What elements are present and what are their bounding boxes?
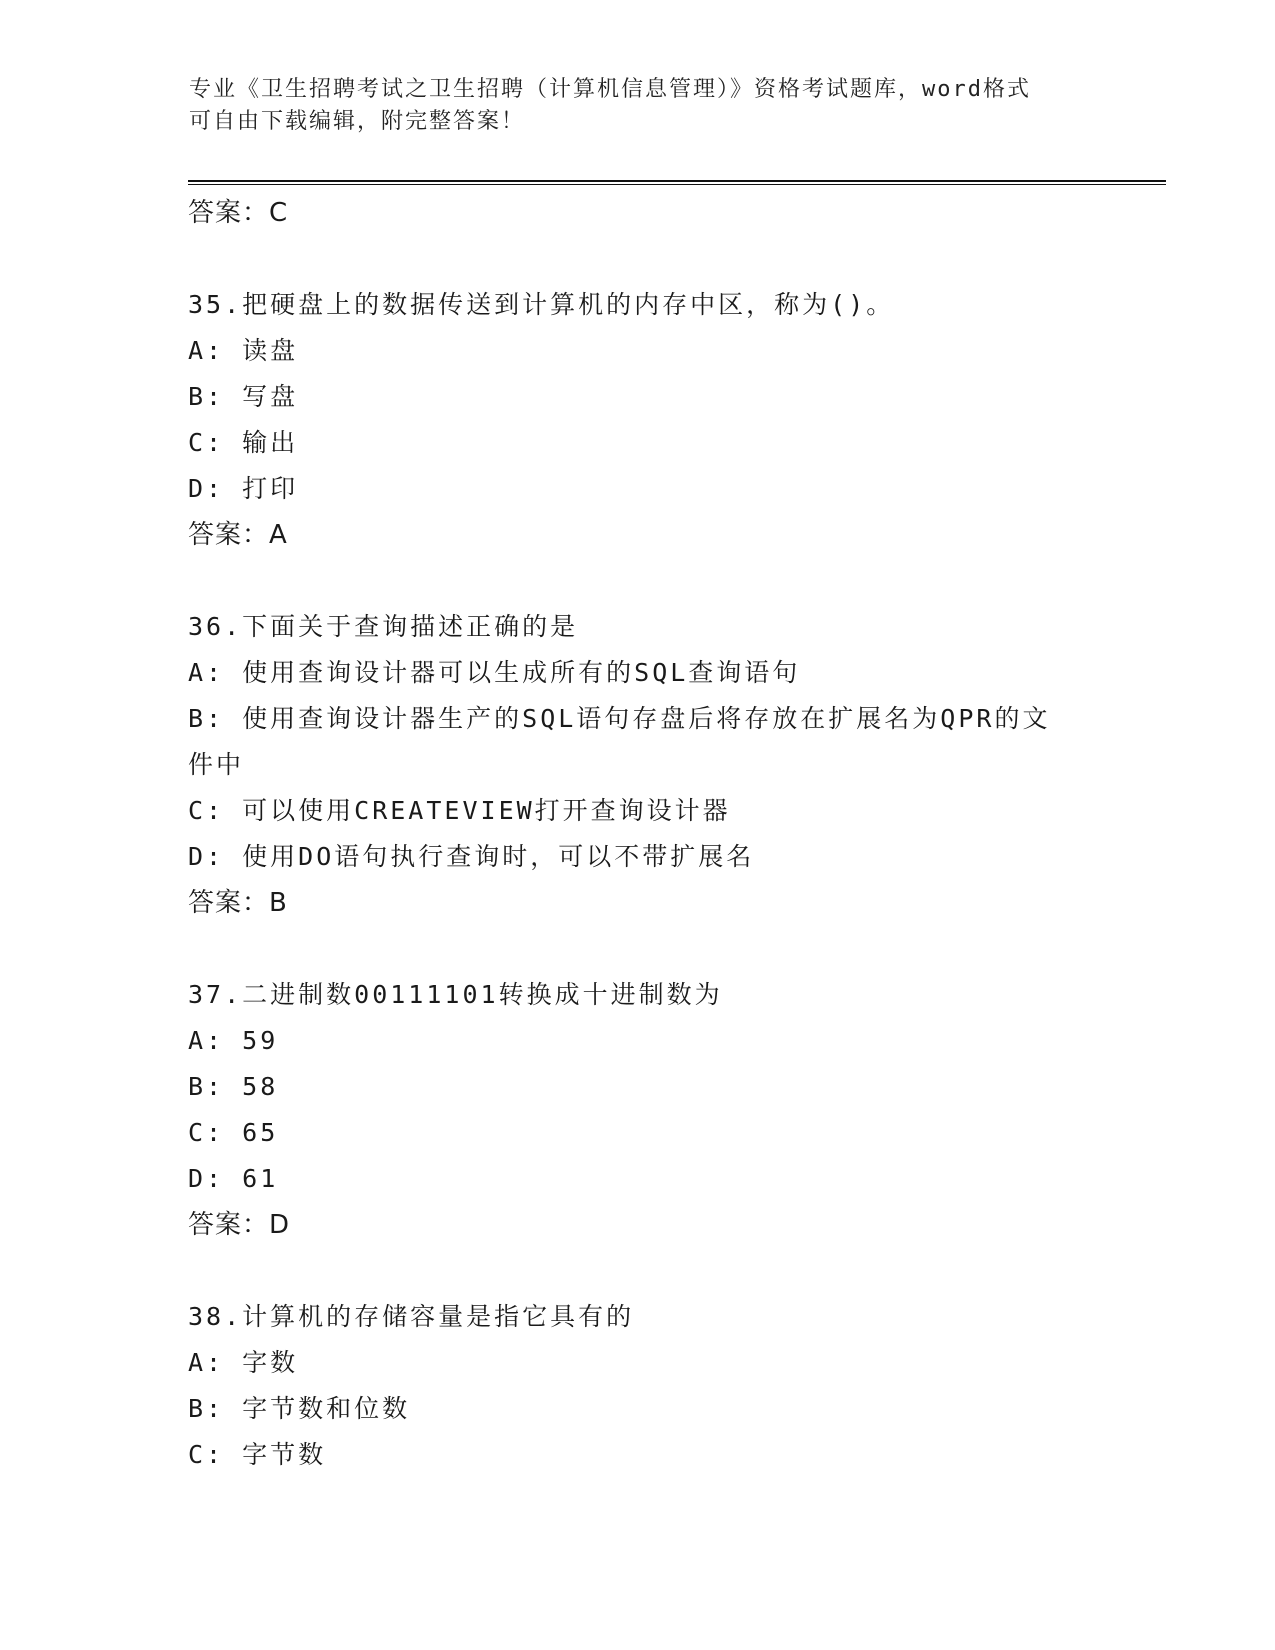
option-a: A: 59 bbox=[188, 1026, 279, 1055]
question-38 bbox=[188, 1294, 1148, 1478]
question-text: 36.下面关于查询描述正确的是 bbox=[188, 612, 579, 641]
option-d: D: 使用DO语句执行查询时，可以不带扩展名 bbox=[188, 842, 755, 871]
option-b: B: 58 bbox=[188, 1072, 279, 1101]
option-c: C: 字节数 bbox=[188, 1440, 327, 1469]
option-a: A: 字数 bbox=[188, 1348, 299, 1377]
previous-answer: 答案：C bbox=[188, 198, 289, 228]
option-d: D: 打印 bbox=[188, 474, 299, 503]
option-b: B: 写盘 bbox=[188, 382, 299, 411]
option-a: A: 读盘 bbox=[188, 336, 299, 365]
question-text: 37.二进制数00111101转换成十进制数为 bbox=[188, 980, 723, 1009]
header-line-1: 专业《卫生招聘考试之卫生招聘（计算机信息管理）》资格考试题库，word格式 bbox=[189, 77, 1031, 102]
spacer bbox=[188, 236, 1148, 282]
question-35 bbox=[188, 282, 1148, 558]
spacer bbox=[188, 558, 1148, 604]
option-a: A: 使用查询设计器可以生成所有的SQL查询语句 bbox=[188, 658, 801, 687]
header-divider-thin bbox=[188, 184, 1166, 185]
answer-line: 答案：D bbox=[188, 1210, 291, 1240]
spacer bbox=[188, 1248, 1148, 1294]
document-header bbox=[189, 74, 1089, 138]
option-b-line-1: B: 使用查询设计器生产的SQL语句存盘后将存放在扩展名为QPR的文 bbox=[188, 704, 1051, 733]
option-c: C: 65 bbox=[188, 1118, 279, 1147]
question-text: 38.计算机的存储容量是指它具有的 bbox=[188, 1302, 635, 1331]
option-b: B: 字节数和位数 bbox=[188, 1394, 411, 1423]
spacer bbox=[188, 926, 1148, 972]
option-c: C: 输出 bbox=[188, 428, 299, 457]
header-divider-thick bbox=[188, 180, 1166, 182]
answer-line: 答案：B bbox=[188, 888, 288, 918]
option-d: D: 61 bbox=[188, 1164, 279, 1193]
option-b-line-2: 件中 bbox=[188, 750, 245, 779]
question-36 bbox=[188, 604, 1148, 926]
option-c: C: 可以使用CREATEVIEW打开查询设计器 bbox=[188, 796, 731, 825]
question-37 bbox=[188, 972, 1148, 1248]
question-list bbox=[188, 190, 1148, 1478]
header-line-2: 可自由下载编辑，附完整答案！ bbox=[189, 109, 526, 134]
answer-line: 答案：A bbox=[188, 520, 288, 550]
question-text: 35.把硬盘上的数据传送到计算机的内存中区，称为()。 bbox=[188, 290, 895, 319]
